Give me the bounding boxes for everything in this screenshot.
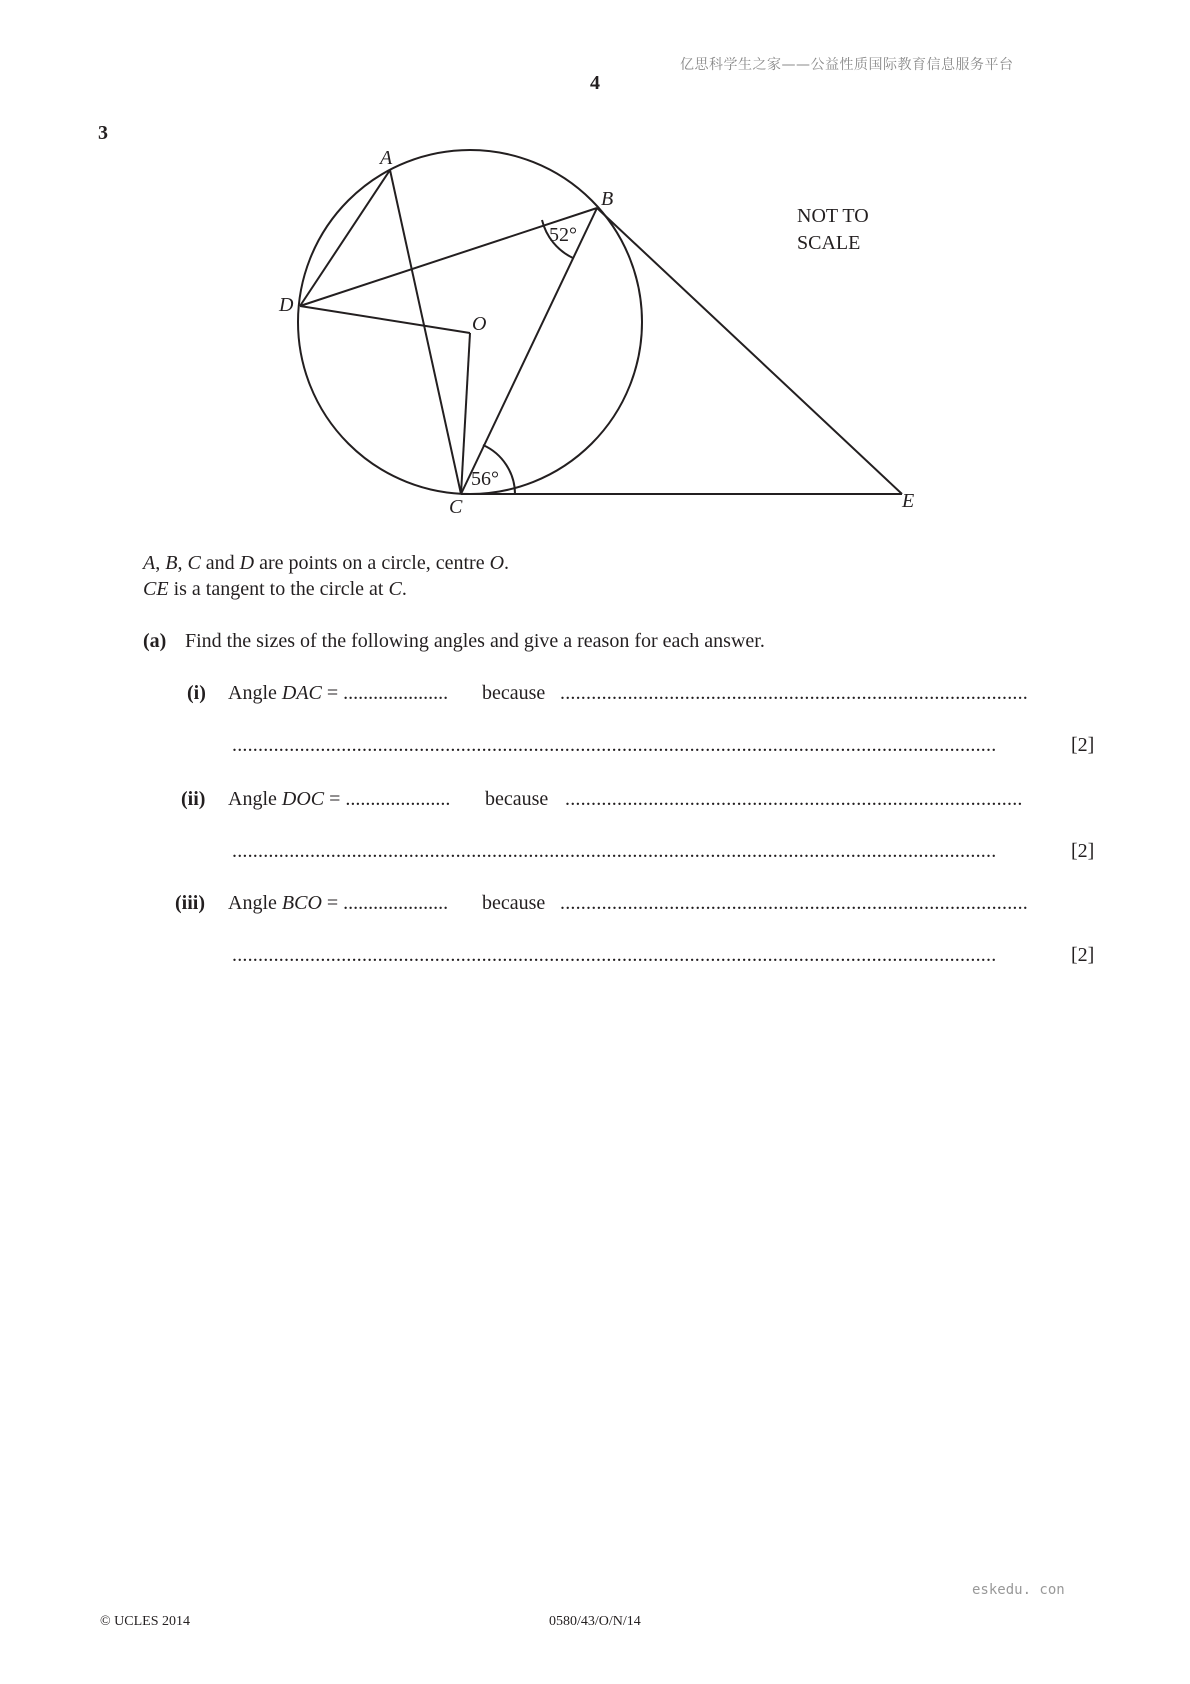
point-label-A: A <box>380 147 393 169</box>
item-i-answer-field[interactable]: = ..................... <box>321 682 449 704</box>
item-iii-angle <box>228 892 448 915</box>
item-ii-marks: [2] <box>1071 840 1095 862</box>
item-ii-because: because <box>485 788 549 810</box>
point-label-D: D <box>279 294 294 316</box>
intro-end: . <box>504 552 510 574</box>
item-ii-angle <box>228 788 450 811</box>
intro-O: O <box>489 552 505 574</box>
intro2-C: C <box>388 578 402 600</box>
footer-copyright: © UCLES 2014 <box>100 1614 190 1629</box>
item-ii-answer-field[interactable]: = ..................... <box>324 788 451 810</box>
header-site-text: 亿思科学生之家——公益性质国际教育信息服务平台 <box>680 57 1014 73</box>
page-number: 4 <box>590 72 600 94</box>
intro-rest: are points on a circle, centre <box>254 552 490 574</box>
item-i-marks: [2] <box>1071 734 1095 756</box>
item-ii-reason-line2[interactable]: ................................................................................................................................................... <box>232 840 997 862</box>
intro-line-2 <box>143 578 407 601</box>
not-to-scale-line1: NOT TO <box>797 205 869 227</box>
intro-B: B <box>165 552 178 574</box>
intro2-rest: is a tangent to the circle at <box>168 578 389 600</box>
item-i-reason-line1[interactable]: .......................................................................................... <box>560 682 1028 704</box>
angle-label-52: 52° <box>549 224 577 246</box>
footer-code: 0580/43/O/N/14 <box>549 1614 641 1629</box>
line-OC <box>461 333 470 494</box>
item-i-because: because <box>482 682 546 704</box>
item-iii-label: (iii) <box>175 892 205 914</box>
item-ii-label: (ii) <box>181 788 206 810</box>
item-iii-angle-word: Angle <box>228 892 282 914</box>
intro-C: C <box>187 552 201 574</box>
intro-sep1: , <box>155 552 166 574</box>
intro2-CE: CE <box>143 578 169 600</box>
item-i-reason-line2[interactable]: ................................................................................................................................................... <box>232 734 997 756</box>
item-ii-reason-line1[interactable]: ........................................................................................ <box>565 788 1023 810</box>
item-i-label: (i) <box>187 682 206 704</box>
item-i-angle-word: Angle <box>228 682 282 704</box>
point-label-B: B <box>601 188 614 210</box>
watermark-text: eskedu. con <box>972 1582 1065 1598</box>
question-number: 3 <box>98 122 108 144</box>
angle-label-56: 56° <box>471 468 499 490</box>
intro-A: A <box>143 552 156 574</box>
item-iii-reason-line2[interactable]: ................................................................................................................................................... <box>232 944 997 966</box>
point-label-O: O <box>472 313 487 335</box>
line-AC <box>390 170 461 494</box>
line-BC <box>461 208 597 494</box>
item-iii-angle-name: BCO <box>281 892 322 914</box>
not-to-scale-line2: SCALE <box>797 232 861 254</box>
line-DB <box>300 208 597 306</box>
item-iii-reason-line1[interactable]: .......................................................................................... <box>560 892 1028 914</box>
item-i-angle <box>228 682 448 705</box>
intro-sep2: , <box>177 552 188 574</box>
item-iii-because: because <box>482 892 546 914</box>
item-i-angle-name: DAC <box>281 682 322 704</box>
line-DO <box>300 306 470 333</box>
point-label-E: E <box>902 490 915 512</box>
item-ii-angle-word: Angle <box>228 788 282 810</box>
intro2-end: . <box>401 578 407 600</box>
item-ii-angle-name: DOC <box>281 788 325 810</box>
intro-and: and <box>200 552 240 574</box>
intro-line-1 <box>143 552 509 575</box>
intro-D: D <box>239 552 255 574</box>
part-a-text: Find the sizes of the following angles and give a reason for each answer. <box>185 630 765 652</box>
point-label-C: C <box>449 496 463 518</box>
part-a-label: (a) <box>143 630 167 652</box>
line-AD <box>300 170 390 306</box>
circle <box>298 150 642 494</box>
item-iii-marks: [2] <box>1071 944 1095 966</box>
circle-geometry-figure <box>0 0 1190 560</box>
item-iii-answer-field[interactable]: = ..................... <box>321 892 449 914</box>
